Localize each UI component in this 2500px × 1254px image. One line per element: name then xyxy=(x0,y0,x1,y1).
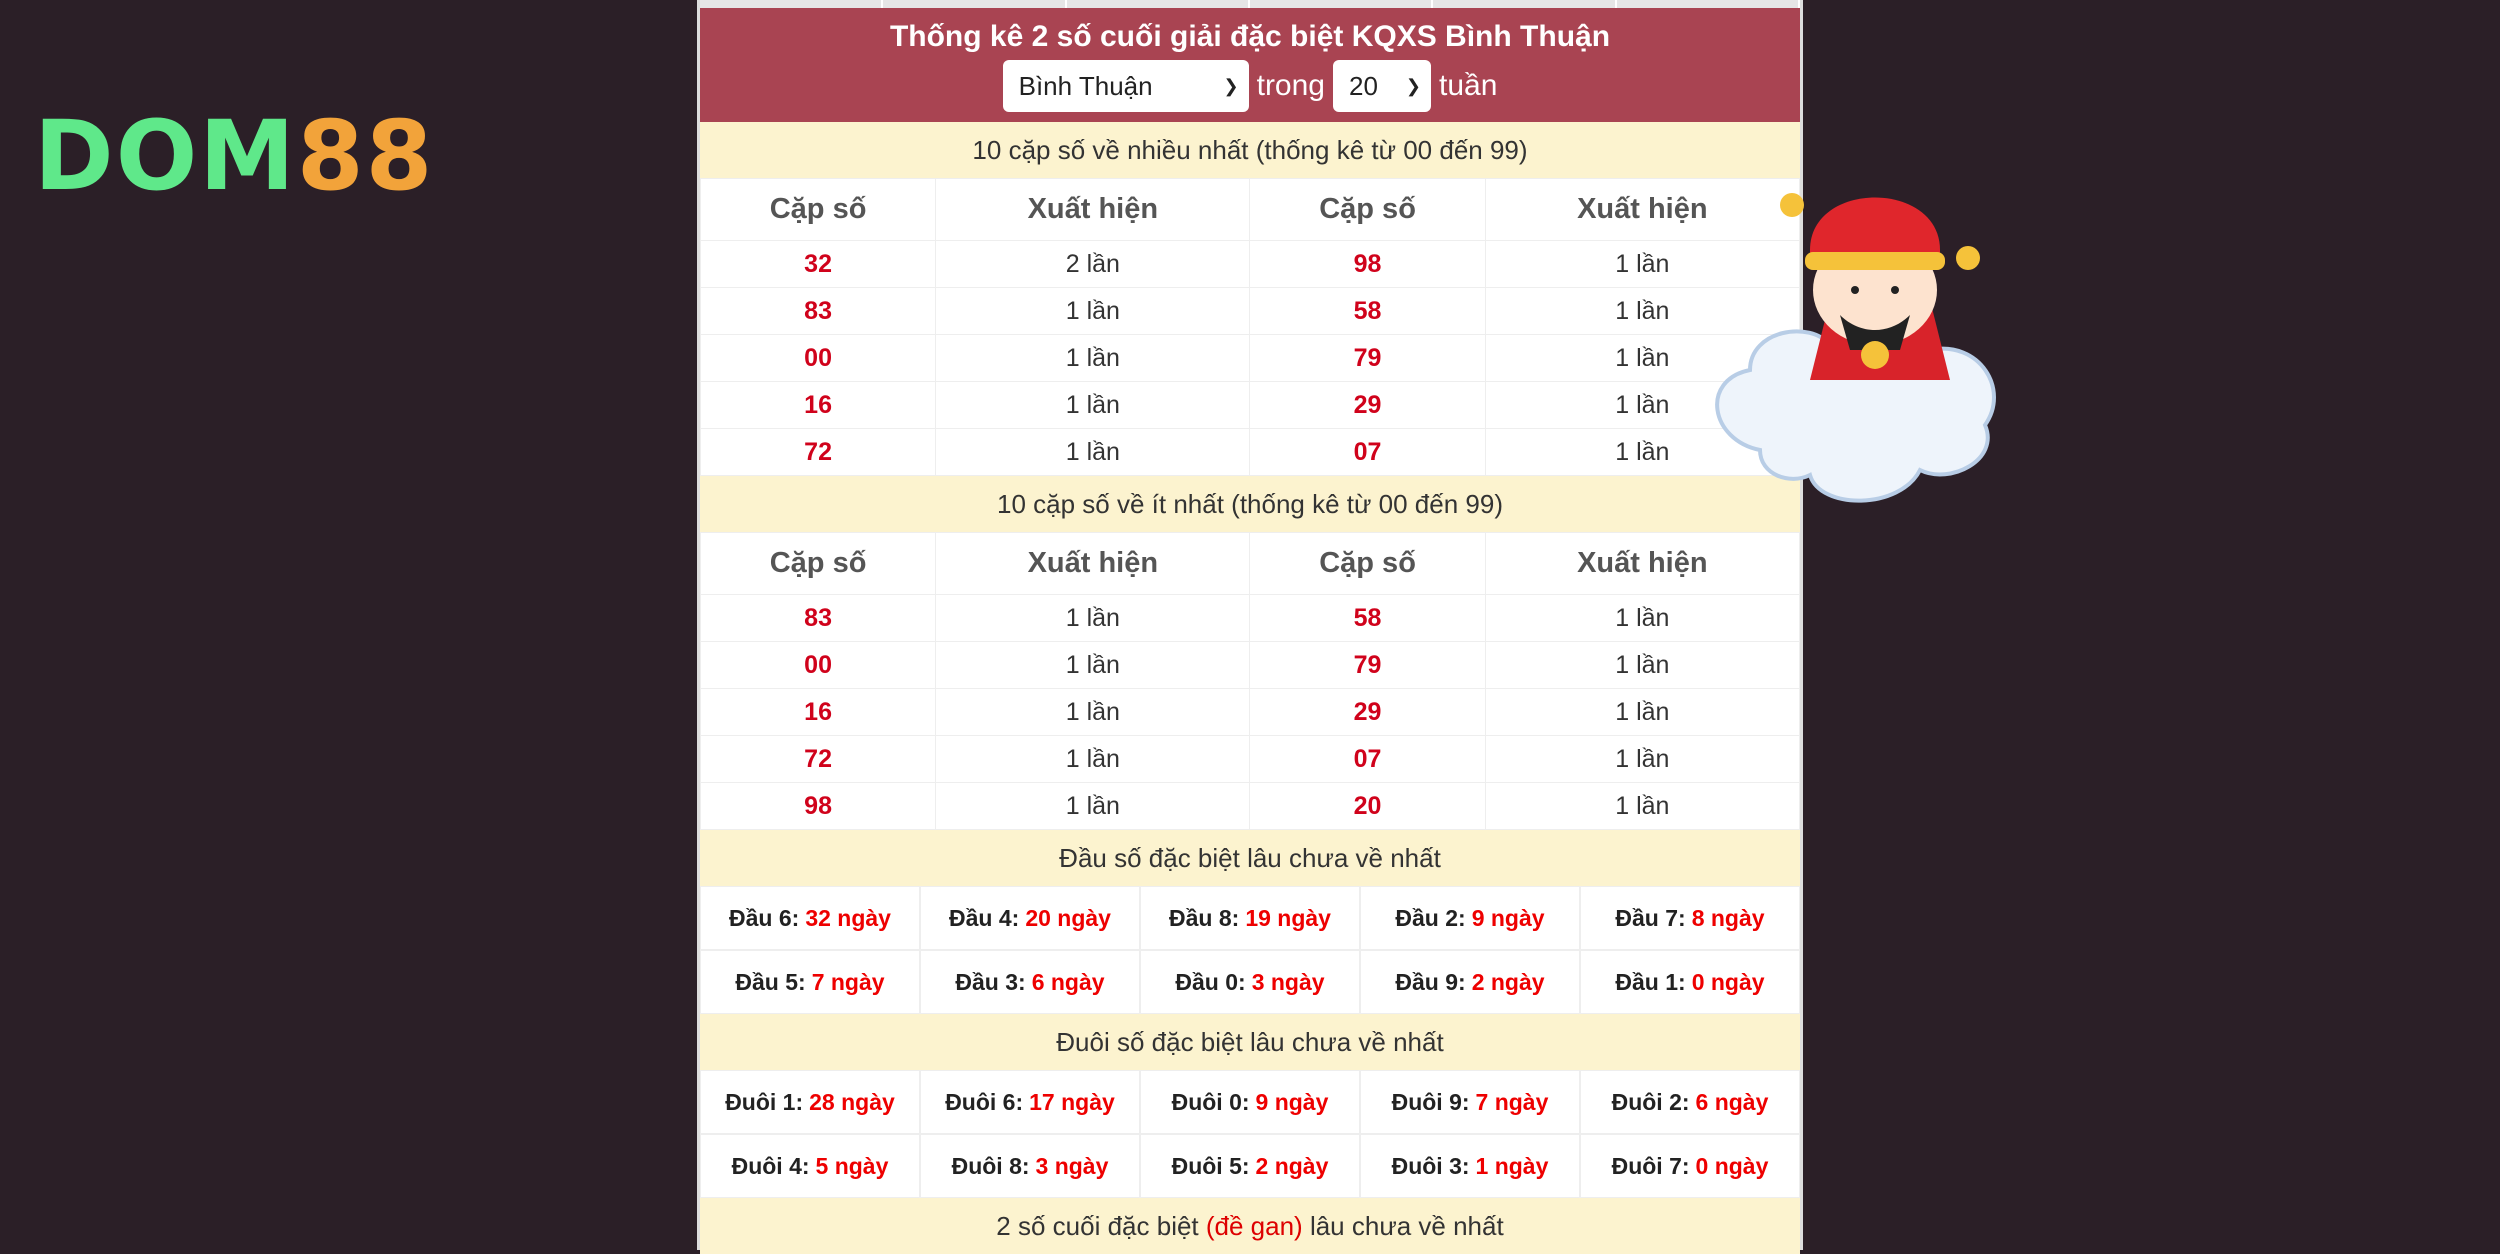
count-cell: 1 lần xyxy=(1485,595,1799,642)
table-row xyxy=(701,736,1800,783)
dau-title: Đầu số đặc biệt lâu chưa về nhất xyxy=(700,830,1800,886)
count-cell: 1 lần xyxy=(1485,642,1799,689)
column-header: Xuất hiện xyxy=(1485,533,1799,595)
table-row xyxy=(701,429,1800,476)
count-cell: 1 lần xyxy=(936,783,1250,830)
column-header: Cặp số xyxy=(701,533,936,595)
pair-cell: 79 xyxy=(1250,335,1485,382)
gan-title: 2 số cuối đặc biệt (đề gan) lâu chưa về nhất xyxy=(700,1198,1800,1254)
duoi-cell: Đuôi 5: 2 ngày xyxy=(1140,1134,1360,1198)
table-row xyxy=(701,382,1800,429)
pair-cell: 58 xyxy=(1250,288,1485,335)
duoi-cell: Đuôi 7: 0 ngày xyxy=(1580,1134,1800,1198)
least-title: 10 cặp số về ít nhất (thống kê từ 00 đến 99) xyxy=(700,476,1800,532)
duoi-cell: Đuôi 2: 6 ngày xyxy=(1580,1070,1800,1134)
pair-cell: 07 xyxy=(1250,429,1485,476)
column-header: Cặp số xyxy=(1250,533,1485,595)
pair-cell: 58 xyxy=(1250,595,1485,642)
stats-header: Thống kê 2 số cuối giải đặc biệt KQXS Bình Thuận Bình Thuận ❯ trong 20 ❯ tuần xyxy=(700,8,1800,122)
pair-cell: 00 xyxy=(701,335,936,382)
pair-cell: 07 xyxy=(1250,736,1485,783)
table-row xyxy=(701,288,1800,335)
weeks-select[interactable]: 20 ❯ xyxy=(1333,60,1431,112)
dau-cell: Đầu 8: 19 ngày xyxy=(1140,886,1360,950)
count-cell: 2 lần xyxy=(936,241,1250,288)
pair-cell: 72 xyxy=(701,736,936,783)
province-select[interactable]: Bình Thuận ❯ xyxy=(1003,60,1249,112)
chevron-down-icon: ❯ xyxy=(1223,75,1239,96)
god-of-wealth-mascot-icon xyxy=(1700,140,2040,530)
duoi-title: Đuôi số đặc biệt lâu chưa về nhất xyxy=(700,1014,1800,1070)
column-header: Cặp số xyxy=(701,179,936,241)
pair-cell: 20 xyxy=(1250,783,1485,830)
count-cell: 1 lần xyxy=(936,642,1250,689)
dau-cell: Đầu 0: 3 ngày xyxy=(1140,950,1360,1014)
least-table xyxy=(700,532,1800,830)
dom88-logo: DOM88 xyxy=(34,100,435,212)
duoi-cell: Đuôi 4: 5 ngày xyxy=(700,1134,920,1198)
pair-cell: 32 xyxy=(701,241,936,288)
count-cell: 1 lần xyxy=(936,288,1250,335)
table-header-row xyxy=(701,179,1800,241)
count-cell: 1 lần xyxy=(1485,288,1799,335)
chevron-down-icon: ❯ xyxy=(1405,75,1421,96)
duoi-cell: Đuôi 6: 17 ngày xyxy=(920,1070,1140,1134)
pair-cell: 83 xyxy=(701,288,936,335)
page-title: Thống kê 2 số cuối giải đặc biệt KQXS Bình Thuận xyxy=(889,20,1611,53)
dau-cell: Đầu 1: 0 ngày xyxy=(1580,950,1800,1014)
count-cell: 1 lần xyxy=(936,382,1250,429)
dau-cell: Đầu 5: 7 ngày xyxy=(700,950,920,1014)
duoi-cell: Đuôi 8: 3 ngày xyxy=(920,1134,1140,1198)
pair-cell: 29 xyxy=(1250,382,1485,429)
pair-cell: 83 xyxy=(701,595,936,642)
pair-cell: 16 xyxy=(701,689,936,736)
column-header: Xuất hiện xyxy=(1485,179,1799,241)
column-header: Xuất hiện xyxy=(936,533,1250,595)
duoi-cell: Đuôi 9: 7 ngày xyxy=(1360,1070,1580,1134)
stats-panel xyxy=(697,0,1803,1250)
column-header: Cặp số xyxy=(1250,179,1485,241)
tab-strip xyxy=(700,0,1800,8)
table-row xyxy=(701,335,1800,382)
table-header-row xyxy=(701,533,1800,595)
count-cell: 1 lần xyxy=(936,335,1250,382)
pair-cell: 72 xyxy=(701,429,936,476)
duoi-grid xyxy=(700,1070,1800,1198)
count-cell: 1 lần xyxy=(936,689,1250,736)
count-cell: 1 lần xyxy=(1485,689,1799,736)
dau-grid xyxy=(700,886,1800,1014)
count-cell: 1 lần xyxy=(1485,429,1799,476)
dau-cell: Đầu 2: 9 ngày xyxy=(1360,886,1580,950)
table-row xyxy=(701,783,1800,830)
most-table xyxy=(700,178,1800,476)
pair-cell: 00 xyxy=(701,642,936,689)
table-row xyxy=(701,689,1800,736)
count-cell: 1 lần xyxy=(1485,335,1799,382)
dau-cell: Đầu 9: 2 ngày xyxy=(1360,950,1580,1014)
dau-cell: Đầu 6: 32 ngày xyxy=(700,886,920,950)
dau-cell: Đầu 3: 6 ngày xyxy=(920,950,1140,1014)
pair-cell: 98 xyxy=(1250,241,1485,288)
count-cell: 1 lần xyxy=(936,736,1250,783)
table-row xyxy=(701,595,1800,642)
count-cell: 1 lần xyxy=(936,429,1250,476)
count-cell: 1 lần xyxy=(936,595,1250,642)
table-row xyxy=(701,241,1800,288)
most-title: 10 cặp số về nhiều nhất (thống kê từ 00 đến 99) xyxy=(700,122,1800,178)
duoi-cell: Đuôi 3: 1 ngày xyxy=(1360,1134,1580,1198)
dau-cell: Đầu 7: 8 ngày xyxy=(1580,886,1800,950)
table-row xyxy=(701,642,1800,689)
count-cell: 1 lần xyxy=(1485,241,1799,288)
pair-cell: 16 xyxy=(701,382,936,429)
pair-cell: 29 xyxy=(1250,689,1485,736)
dau-cell: Đầu 4: 20 ngày xyxy=(920,886,1140,950)
duoi-cell: Đuôi 1: 28 ngày xyxy=(700,1070,920,1134)
count-cell: 1 lần xyxy=(1485,382,1799,429)
duoi-cell: Đuôi 0: 9 ngày xyxy=(1140,1070,1360,1134)
count-cell: 1 lần xyxy=(1485,736,1799,783)
column-header: Xuất hiện xyxy=(936,179,1250,241)
pair-cell: 79 xyxy=(1250,642,1485,689)
pair-cell: 98 xyxy=(701,783,936,830)
count-cell: 1 lần xyxy=(1485,783,1799,830)
